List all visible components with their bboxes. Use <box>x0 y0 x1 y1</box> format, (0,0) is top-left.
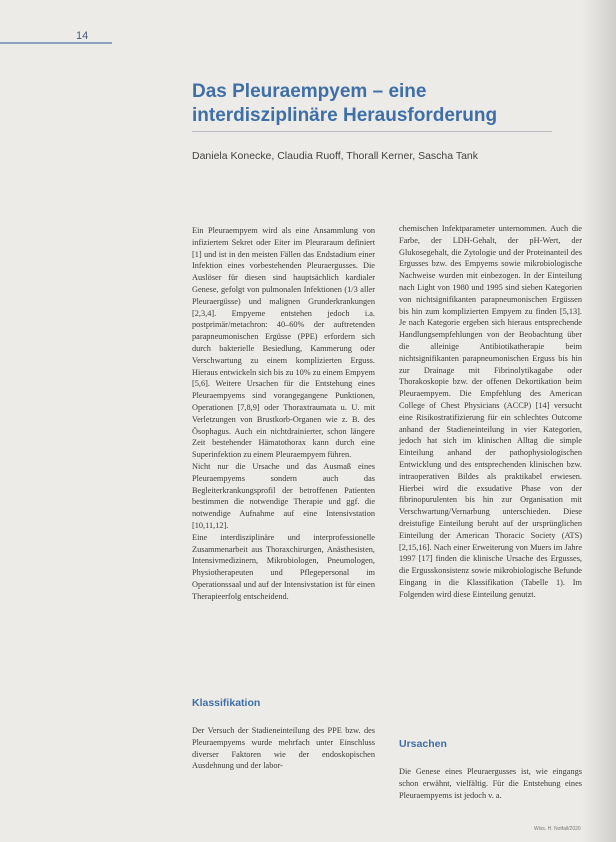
scan-edge-shadow <box>582 0 616 842</box>
left-paragraph-4: Der Versuch der Stadieneinteilung des PPE bzw. des Pleuraempyems wurde mehrfach unter Einschluss diverser Faktoren wie der endoskopischen Ausdehnung und der labor- <box>192 726 375 771</box>
article-authors: Daniela Konecke, Claudia Ruoff, Thorall Kerner, Sascha Tank <box>192 150 479 162</box>
header-rule <box>0 42 112 44</box>
right-column-lower <box>399 766 582 801</box>
left-paragraph-2: Nicht nur die Ursache und das Ausmaß eines Pleuraempyems sondern auch das Begleiterkrankungsprofil der betroffenen Patienten bestimmen die notwendige Therapie und ggf. die notwendige Aufnahme auf eine Intensivstation [10,11,12]. <box>192 461 375 530</box>
right-column <box>399 223 582 601</box>
right-paragraph-2: Die Genese eines Pleuraergusses ist, wie eingangs schon erwähnt, vielfältig. Für die Entstehung eines Pleuraempyems ist jedoch v. a. <box>399 767 582 800</box>
article-title: Das Pleuraempyem – eine interdisziplinäre Herausforderung <box>192 81 498 126</box>
journal-footer-reference: Wiss. H. Notfall/2020 <box>534 826 581 832</box>
right-paragraph-1: chemischen Infektparameter unternommen. Auch die Farbe, der LDH-Gehalt, der pH-Wert, der Glukosegehalt, die Zytologie und der Proteinanteil des Ergusses bzw. des Empyems sowie mikrobiologische Nachweise wurden mit einbezogen. In der Einteilung nach Light von 1980 und 1995 sind sieben Kategorien von nichtsignifikanten parapneumonischen Ergüssen bis hin zum komplizierten Empyem zu finden [5,13]. Je nach Kategorie ergeben sich hieraus entsprechende Handlungsempfehlungen von der Beobachtung über die alleinige Antibiotikatherapie beim nichtsignifikanten parapneumonischen Erguss bis hin zur Drainage mit Fibrinolytikagabe oder Thorakoskopie bzw. der offenen Dekortikation beim Pleuraempyem. Die Empfehlung des American College of Chest Physicians (ACCP) [14] versucht eine Risikostratifizierung für ein schlechtes Outcome anhand der Stadieneinteilung in vier Kategorien, jedoch hat sich im klinischen Alltag die simple Einteilung anhand der pathophysiologischen Entwicklung und des entsprechenden klinischen bzw. intraoperativen Bildes als praktikabel erwiesen. Hierbei wird die exsudative Phase von der fibrinopurulenten bis hin zur Organisation mit Verschwartung/Vernarbung unterschieden. Diese dreistufige Einteilung beruht auf der ursprünglichen Einteilung der American Thoracic Society (ATS) [2,15,16]. Nach einer Erweiterung von Muers im Jahre 1997 [17] finden die klinische Ursache des Ergusses, die Ergusskonsistenz sowie mikrobiologische Befunde Eingang in die Klassifikation (Tabelle 1). Im Folgenden wird diese Einteilung genutzt. <box>399 224 582 599</box>
title-divider <box>192 131 552 132</box>
left-paragraph-3: Eine interdisziplinäre und interprofessionelle Zusammenarbeit aus Thoraxchirurgen, Anästhesisten, Intensivmedizinern, Mikrobiologen, Pneumologen, Physiotherapeuten und Pflegepersonal im Operationssaal und auf der Intensivstation ist für einen Therapieerfolg entscheidend. <box>192 532 375 601</box>
left-paragraph-1: Ein Pleuraempyem wird als eine Ansammlung von infiziertem Sekret oder Eiter im Pleuraraum definiert [1] und ist in den meisten Fällen das Endstadium einer Infektion eines vorbestehenden Pleuraergusses. Die Auslöser für diesen sind hauptsächlich kardialer Genese, gefolgt von pulmonalen Infektionen (1/3 aller Pleuraergüsse) und malignen Grunderkrankungen [2,3,4]. Empyeme entstehen jedoch i.a. postprimär/metachron: 40–60% der auftretenden parapneumonischen Ergüsse (PPE) erfordern sich durch bakterielle Besiedlung, Kammerung oder Verschwartung zu einem komplizierten Erguss. Hieraus entwickeln sich bis zu 10% zu einem Empyem [5,6]. Weitere Ursachen für die Entstehung eines Pleuraempyems sind vorangegangene Punktionen, Operationen [7,8,9] oder Thoraxtraumata u. U. mit Verletzungen von Brustkorb-Organen wie z. B. des Ösophagus. Auch ein nichtdrainierter, schon längere Zeit bestehender Hämatothorax kann durch eine Superinfektion zu einem Pleuraempyem führen. <box>192 226 375 460</box>
left-column <box>192 225 375 603</box>
section-heading-ursachen: Ursachen <box>399 738 447 750</box>
page-number: 14 <box>76 30 89 42</box>
section-heading-klassifikation: Klassifikation <box>192 697 261 709</box>
left-column-lower <box>192 725 375 772</box>
